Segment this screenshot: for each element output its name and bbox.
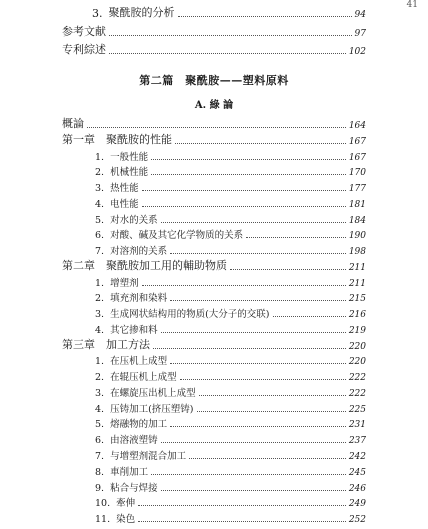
chapter-title: 第一章 聚酰胺的性能: [62, 132, 172, 146]
dot-leader: [142, 285, 346, 286]
dot-leader: [230, 269, 346, 270]
dot-leader: [161, 490, 346, 491]
entry-number: 7.: [95, 246, 105, 258]
entry-page: 177: [348, 184, 366, 194]
entry-number: 4.: [95, 198, 105, 210]
dot-leader: [138, 505, 346, 506]
dot-leader: [151, 474, 346, 475]
dot-leader: [161, 222, 346, 223]
dot-leader: [109, 53, 346, 54]
dot-leader: [161, 332, 346, 333]
toc-subentry: [95, 385, 366, 399]
entry-title: 在压机上成型: [110, 356, 168, 368]
toc-subentry: [95, 164, 366, 178]
dot-leader: [153, 348, 346, 349]
entry-number: 3.: [95, 309, 105, 321]
entry-number: 8.: [95, 466, 105, 478]
chapter-title: 第三章 加工方法: [62, 337, 150, 351]
entry-title: 压铸加工(挤压塑铸): [110, 403, 194, 415]
entry-title: 牽伸: [116, 498, 136, 510]
entry-title: 一般性能: [110, 151, 149, 163]
entry-page: 190: [348, 231, 366, 242]
dot-leader: [151, 174, 346, 175]
dot-leader: [170, 363, 346, 364]
entry-number: 10.: [95, 498, 111, 510]
entry-title: 粘合与焊接: [110, 482, 158, 494]
entry-page: 198: [348, 247, 366, 258]
entry-title: 熔融物的加工: [110, 419, 168, 431]
section-title: A. 綠 論: [194, 100, 234, 111]
dot-leader: [87, 127, 346, 128]
dot-leader: [142, 206, 346, 207]
toc-subentry: [95, 212, 366, 226]
entry-title: 增塑剂: [110, 277, 139, 289]
chapter-entry: [62, 259, 366, 273]
entry-page: 252: [348, 515, 366, 525]
toc-subentry: [95, 353, 366, 367]
entry-page: 246: [348, 483, 366, 494]
toc-subentry: [95, 227, 366, 241]
entry-page: 170: [348, 168, 366, 179]
dot-leader: [199, 395, 346, 396]
dot-leader: [273, 316, 346, 317]
entry-title: 机械性能: [110, 167, 149, 179]
entry-title: 参考文献: [62, 25, 106, 38]
entry-page: 215: [348, 294, 366, 305]
entry-number: 2.: [95, 167, 105, 179]
toc-subentry: [95, 243, 366, 257]
entry-page: 231: [348, 420, 366, 431]
entry-title: 电性能: [110, 198, 139, 210]
entry-number: 7.: [95, 451, 105, 462]
entry-number: 5.: [95, 214, 105, 226]
entry-title: 染色: [116, 514, 136, 525]
toc-subentry: [95, 306, 366, 320]
dot-leader: [170, 300, 346, 301]
entry-title: 車削加工: [110, 466, 149, 478]
entry-page: 184: [348, 215, 366, 226]
chapter-entry: [62, 338, 366, 352]
entry-number: 3.: [95, 387, 105, 399]
entry-title: 热性能: [110, 183, 139, 194]
entry-page: 164: [348, 121, 366, 131]
toc-subentry: [95, 401, 366, 415]
dot-leader: [109, 35, 352, 36]
toc-subentry: [95, 149, 366, 163]
dot-leader: [161, 442, 346, 443]
toc-subentry: [95, 464, 366, 478]
entry-number: 1.: [95, 151, 105, 163]
dot-leader: [138, 521, 346, 522]
dot-leader: [178, 16, 352, 17]
entry-page: 167: [348, 152, 366, 163]
entry-page: 102: [348, 47, 366, 57]
toc-subentry: [95, 196, 366, 210]
entry-number: 5.: [95, 419, 105, 431]
entry-page: 245: [348, 467, 366, 478]
entry-title: 其它掺和料: [110, 324, 158, 336]
chapter-entry: [62, 133, 366, 147]
entry-page: 220: [348, 341, 366, 352]
entry-page: 222: [348, 373, 366, 384]
entry-title: 由溶液塑铸: [110, 435, 158, 447]
toc-subentry: [95, 480, 366, 494]
dot-leader: [170, 253, 346, 254]
entry-number: 2.: [95, 372, 105, 384]
toc-entry: [62, 25, 366, 39]
entry-number: 1.: [95, 277, 105, 289]
entry-page: 181: [348, 199, 366, 210]
entry-page: 97: [354, 29, 366, 39]
entry-title: 与增塑剂混合加工: [110, 451, 187, 462]
entry-number: 11.: [95, 514, 111, 525]
corner-page-mark: 41: [406, 0, 418, 10]
dot-leader: [189, 458, 346, 459]
dot-leader: [180, 379, 346, 380]
entry-page: 237: [348, 436, 366, 447]
toc-entry: [62, 43, 366, 57]
toc-subentry: [95, 322, 366, 336]
entry-number: 6.: [95, 435, 105, 447]
toc-entry: [62, 117, 366, 131]
entry-title: 在辊压机上成型: [110, 372, 177, 384]
entry-number: 1.: [95, 356, 105, 368]
entry-page: 222: [348, 388, 366, 399]
toc-subentry: [95, 369, 366, 383]
entry-title: 聚酰胺的分析: [108, 6, 175, 19]
entry-title: 概論: [62, 117, 84, 130]
entry-title: 对水的关系: [110, 214, 158, 226]
entry-page: 211: [348, 278, 366, 289]
dot-leader: [170, 426, 346, 427]
dot-leader: [175, 143, 346, 144]
dot-leader: [246, 237, 346, 238]
toc-subentry: [95, 511, 366, 525]
entry-page: 220: [348, 357, 366, 368]
entry-page: 249: [348, 499, 366, 510]
entry-title: 在螺旋压出机上成型: [110, 387, 196, 399]
toc-subentry: [95, 180, 366, 194]
entry-page: 211: [348, 262, 366, 273]
dot-leader: [142, 190, 346, 191]
entry-page: 225: [348, 404, 366, 415]
entry-number: 4.: [95, 324, 105, 336]
entry-title: 生成网状結构用的物质(大分子的交联): [110, 309, 270, 321]
toc-subentry: [95, 290, 366, 304]
entry-page: 216: [348, 310, 366, 321]
entry-number: 9.: [95, 482, 105, 494]
part-title: 第二篇 聚酰胺——塑料原料: [139, 74, 289, 87]
entry-title: 对溶剂的关系: [110, 246, 168, 258]
toc-subentry: [95, 432, 366, 446]
entry-number: 2.: [95, 293, 105, 305]
entry-page: 219: [348, 325, 366, 336]
entry-number: 6.: [95, 230, 105, 242]
entry-page: 242: [348, 452, 366, 462]
chapter-title: 第二章 聚酰胺加工用的輔助物质: [62, 258, 227, 272]
toc-subentry: [95, 416, 366, 430]
entry-number: 3.: [95, 183, 105, 194]
entry-number: 4.: [95, 403, 105, 415]
toc-subentry: [95, 448, 366, 462]
entry-page: 94: [354, 10, 366, 20]
entry-number: 3.: [92, 7, 103, 20]
dot-leader: [197, 411, 346, 412]
entry-title: 对酸、碱及其它化学物质的关系: [110, 230, 244, 242]
entry-title: 专利綜述: [62, 43, 106, 56]
entry-title: 填充剂和染料: [110, 293, 168, 305]
toc-entry: [92, 6, 366, 20]
entry-page: 167: [348, 136, 366, 147]
dot-leader: [151, 159, 346, 160]
toc-subentry: [95, 275, 366, 289]
toc-subentry: [95, 495, 366, 509]
